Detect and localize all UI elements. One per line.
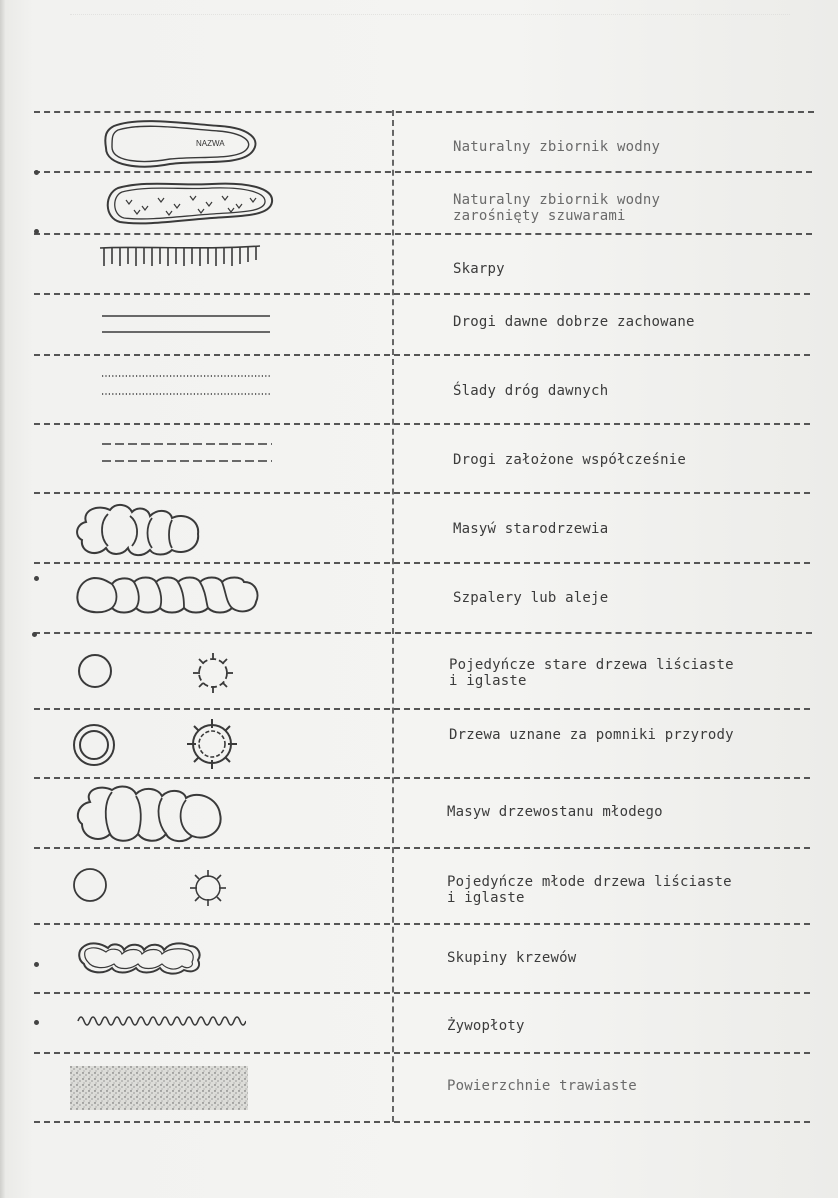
column-divider (392, 110, 394, 1122)
faint-print-marks (70, 14, 790, 25)
row-divider (34, 1052, 810, 1054)
water-body-icon (100, 116, 262, 172)
monument-conifer-tree-icon (186, 718, 238, 770)
young-conifer-tree-icon (189, 869, 227, 907)
water-body-name: NAZWA (196, 139, 225, 148)
grass-area-icon (70, 1066, 248, 1110)
road-traces-icon (100, 372, 272, 398)
row-divider (34, 992, 810, 994)
tree-row-icon (74, 574, 260, 616)
escarpment-icon (96, 242, 266, 272)
legend-label: Powierzchnie trawiaste (447, 1078, 637, 1094)
legend-label: Pojedyńcze stare drzewa liściaste i iglaste (449, 657, 734, 689)
margin-mark (34, 962, 39, 967)
row-divider (34, 562, 810, 564)
reed-water-body-icon (102, 178, 278, 228)
row-divider (34, 777, 810, 779)
young-forest-mass-icon (74, 784, 226, 844)
old-deciduous-tree-icon (76, 652, 114, 690)
legend-label: Naturalny zbiornik wodny (453, 139, 661, 155)
monument-deciduous-tree-icon (71, 722, 117, 768)
row-divider (34, 923, 810, 925)
young-deciduous-tree-icon (72, 867, 108, 903)
old-conifer-tree-icon (191, 651, 235, 695)
modern-road-icon (100, 440, 274, 466)
legend-label: Szpalery lub aleje (453, 590, 609, 606)
legend-label: Naturalny zbiornik wodny zarośnięty szuwarami (453, 192, 661, 224)
legend-label: Drzewa uznane za pomniki przyrody (449, 727, 734, 743)
row-divider (34, 293, 810, 295)
shrub-group-icon (78, 938, 202, 976)
legend-label: Drogi dawne dobrze zachowane (453, 314, 695, 330)
row-divider (34, 423, 810, 425)
margin-mark (34, 229, 39, 234)
margin-mark (34, 1020, 39, 1025)
legend-label: Skupiny krzewów (447, 950, 577, 966)
hedge-icon (76, 1012, 246, 1030)
margin-mark (34, 576, 39, 581)
row-divider (34, 847, 810, 849)
row-divider (34, 111, 814, 113)
row-divider (34, 708, 810, 710)
legend-label: Skarpy (453, 261, 505, 277)
legend-label: Drogi założone współcześnie (453, 452, 686, 468)
paper-edge (0, 0, 6, 1198)
row-divider (34, 1121, 810, 1123)
old-road-icon (100, 312, 272, 336)
legend-label: Żywopłoty (447, 1018, 525, 1034)
row-divider (34, 354, 810, 356)
legend-label: Masyw drzewostanu młodego (447, 804, 663, 820)
margin-mark (32, 632, 37, 637)
row-divider (34, 632, 812, 634)
legend-label: Ślady dróg dawnych (453, 383, 609, 399)
row-divider (34, 233, 812, 235)
row-divider (34, 492, 810, 494)
legend-label: Pojedyńcze młode drzewa liściaste i iglaste (447, 874, 732, 906)
old-forest-mass-icon (72, 502, 204, 560)
margin-mark (34, 170, 39, 175)
legend-label: Masyẃ starodrzewia (453, 521, 609, 537)
